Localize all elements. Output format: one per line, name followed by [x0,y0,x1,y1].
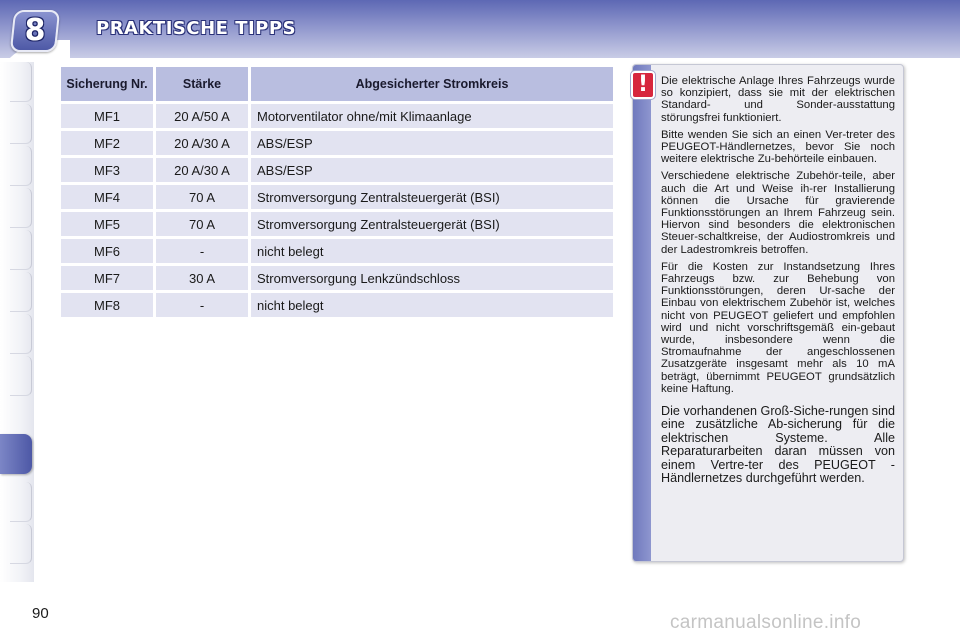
fuse-number-cell: MF8 [61,293,153,317]
column-header-fuse-number: Sicherung Nr. [61,67,153,101]
rating-cell: 20 A/30 A [156,131,248,155]
circuit-cell: Stromversorgung Zentralsteuergerät (BSI) [251,185,613,209]
warning-paragraph: Die elektrische Anlage Ihres Fahrzeugs wurde so konzipiert, dass sie mit der elektrischen Standard- und Sonder-ausstattung störungsfrei funktioniert. [661,75,895,124]
table-row [61,293,613,317]
fuse-number-cell: MF6 [61,239,153,263]
chapter-tab[interactable] [10,314,32,354]
chapter-tab[interactable] [10,356,32,396]
circuit-cell: ABS/ESP [251,131,613,155]
table-header-row [61,67,613,101]
table-row [61,104,613,128]
rating-cell: - [156,293,248,317]
column-header-circuit: Abgesicherter Stromkreis [251,67,613,101]
circuit-cell: Motorventilator ohne/mit Klimaanlage [251,104,613,128]
rating-cell: - [156,239,248,263]
chapter-tab[interactable] [10,62,32,102]
table-row [61,158,613,182]
warning-side-bar [633,65,651,561]
table-row [61,212,613,236]
table-row [61,239,613,263]
chapter-tab-active[interactable] [0,434,32,474]
rating-cell: 30 A [156,266,248,290]
warning-box [632,64,904,562]
page-number: 90 [32,605,49,622]
warning-paragraph-fuses: Die vorhandenen Groß-Siche-rungen sind eine zusätzliche Ab-sicherung für die elektrischen Systeme. Alle Reparaturarbeiten daran müssen von einem Vertre-ter des PEUGEOT -Händlernetzes durchgeführt werden. [661,404,895,486]
fuse-number-cell: MF4 [61,185,153,209]
chapter-tab[interactable] [10,524,32,564]
chapter-tab-strip [0,62,34,582]
fuse-number-cell: MF7 [61,266,153,290]
circuit-cell: ABS/ESP [251,158,613,182]
fuse-number-cell: MF2 [61,131,153,155]
chapter-tab[interactable] [10,188,32,228]
chapter-tab[interactable] [10,482,32,522]
rating-cell: 20 A/30 A [156,158,248,182]
chapter-number: 8 [24,13,46,48]
rating-cell: 20 A/50 A [156,104,248,128]
warning-paragraph: Verschiedene elektrische Zubehör-teile, aber auch die Art und Weise ih-rer Installierung können die Ursache für gravierende Funktionsstörungen an Ihrem Fahrzeug sein. Hiervon sind besonders die elektronischen Steuer-schaltkreise, der Audiostromkreis und der Ladestromkreis betroffen. [661,170,895,256]
rating-cell: 70 A [156,212,248,236]
warning-text [661,75,895,491]
table-row [61,266,613,290]
rating-cell: 70 A [156,185,248,209]
watermark: carmanualsonline.info [670,612,862,633]
warning-paragraph: Für die Kosten zur Instandsetzung Ihres Fahrzeugs bzw. zur Behebung von Funktionsstörungen, deren Ur-sache der Einbau von elektrischem Zubehör ist, welches nicht von PEUGEOT geliefert und empfohlen wird und nicht vorschriftsgemäß ein-gebaut wurde, insbesondere wenn die Stromaufnahme der angeschlossenen Zusatzgeräte insgesamt mehr als 10 mA beträgt, übernimmt PEUGEOT grundsätzlich keine Haftung. [661,260,895,395]
chapter-tab[interactable] [10,272,32,312]
table-row [61,131,613,155]
page-title: PRAKTISCHE TIPPS [96,18,297,39]
exclamation-icon: ! [631,71,655,99]
column-header-rating: Stärke [156,67,248,101]
circuit-cell: nicht belegt [251,239,613,263]
fuse-number-cell: MF5 [61,212,153,236]
circuit-cell: Stromversorgung Lenkzündschloss [251,266,613,290]
fuse-number-cell: MF1 [61,104,153,128]
fuse-table [58,64,616,320]
warning-paragraph: Bitte wenden Sie sich an einen Ver-treter des PEUGEOT-Händlernetzes, bevor Sie noch weitere elektrische Zu-behörteile einbauen. [661,128,895,166]
table-row [61,185,613,209]
chapter-tab[interactable] [10,146,32,186]
fuse-table-body [61,104,613,317]
circuit-cell: Stromversorgung Zentralsteuergerät (BSI) [251,212,613,236]
chapter-tab[interactable] [10,230,32,270]
chapter-tab[interactable] [10,104,32,144]
fuse-number-cell: MF3 [61,158,153,182]
circuit-cell: nicht belegt [251,293,613,317]
